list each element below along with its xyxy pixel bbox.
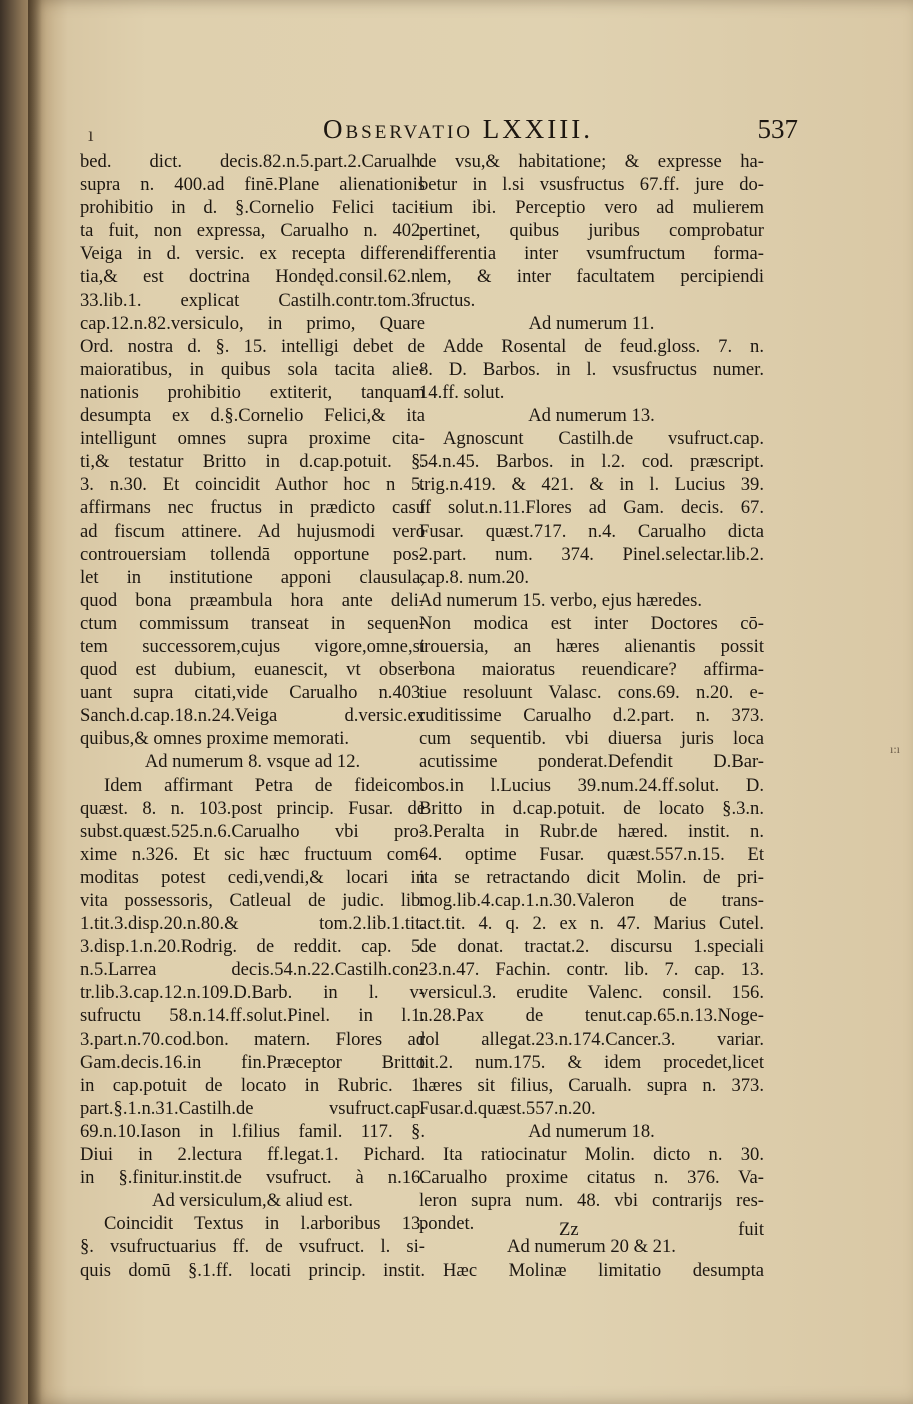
text-line: Non modica est inter Doctores cō-: [419, 612, 764, 634]
text-line: Ord. nostra d. §. 15. intelligi debet de: [80, 335, 425, 357]
text-line: bos.in l.Lucius 39.num.24.ff.solut. D.: [419, 774, 764, 796]
text-line: acutissime ponderat.Defendit D.Bar-: [419, 751, 764, 773]
page-header: [88, 110, 798, 150]
text-line: in §.finitur.instit.de vsufruct. à n.16.: [80, 1167, 425, 1189]
text-line: Sanch.d.cap.18.n.24.Veiga d.versic.ex: [80, 705, 425, 727]
text-line: quibus,& omnes proxime memorati.: [80, 728, 350, 750]
text-line: Ad numerum 18.: [528, 1120, 655, 1142]
text-line: Hæc Molinæ limitatio desumpta: [443, 1259, 764, 1281]
text-line: nationis prohibitio extiterit, tanquam: [80, 381, 425, 403]
text-line: part.§.1.n.31.Castilh.de vsufruct.cap.: [80, 1097, 425, 1119]
margin-mark: ı:ı: [890, 742, 901, 756]
text-line: cap.8. num.20.: [419, 566, 529, 588]
right-column: [419, 150, 764, 1282]
text-line: 3. n.30. Et coincidit Author hoc n 5.: [80, 474, 425, 496]
text-line: Fusar. quæst.717. n.4. Carualho dicta: [419, 520, 764, 542]
text-line: Agnoscunt Castilh.de vsufruct.cap.: [443, 428, 764, 450]
text-line: 69.n.10.Iason in l.filius famil. 117. §.: [80, 1120, 425, 1142]
text-line: pertinet, quibus juribus comprobatur: [419, 220, 764, 242]
text-line: bona maioratus reuendicare? affirma-: [419, 659, 764, 681]
text-line: bed. dict. decis.82.n.5.part.2.Carualh.: [80, 151, 425, 172]
text-line: n.5.Larrea decis.54.n.22.Castilh.con-: [80, 959, 425, 981]
text-line: 8. D. Barbos. in l. vsusfructus numer.: [419, 358, 764, 380]
text-line: ctum commissum transeat in sequen-: [80, 612, 425, 634]
text-line: let in institutione apponi clausula,: [80, 566, 425, 588]
text-line: fructus.: [419, 289, 476, 311]
text-line: cum sequentib. vbi diuersa juris loca: [419, 728, 764, 750]
text-line: rol allegat.23.n.174.Cancer.3. variar.: [419, 1028, 764, 1050]
text-line: tem successorem,cujus vigore,omne,si: [80, 635, 425, 657]
text-line: xime n.326. Et sic hæc fructuum com-: [80, 843, 425, 865]
text-line: ti,& testatur Britto in d.cap.potuit. §.: [80, 451, 425, 473]
text-line: ta fuit, non expressa, Carualho n. 402.: [80, 220, 425, 242]
text-line: betur in l.si vsusfructus 67.ff. jure do-: [419, 174, 764, 196]
text-line: intelligunt omnes supra proxime cita-: [80, 428, 425, 450]
text-line: cap.12.n.82.versiculo, in primo, Quare: [80, 312, 425, 334]
text-line: n.28.Pax de tenut.cap.65.n.13.Noge-: [419, 1005, 764, 1027]
spine-shadow: [28, 0, 42, 1404]
text-line: maioratibus, in quibus sola tacita alie-: [80, 358, 425, 380]
text-line: Diui in 2.lectura ff.legat.1. Pichard.: [80, 1144, 425, 1166]
text-line: versicul.3. erudite Valenc. consil. 156.: [419, 982, 764, 1004]
page-number: 537: [757, 114, 798, 144]
text-line: Ad versiculum,& aliud est.: [152, 1190, 353, 1212]
text-line: 3.disp.1.n.20.Rodrig. de reddit. cap. 5.: [80, 936, 425, 958]
text-line: tia,& est doctrina Hondęd.consil.62.n.: [80, 266, 425, 288]
text-line: Ad numerum 20 & 21.: [507, 1236, 676, 1258]
text-line: Adde Rosental de feud.gloss. 7. n.: [443, 335, 764, 357]
text-line: Idem affirmant Petra de fideicom.: [104, 774, 425, 796]
text-line: in cap.potuit de locato in Rubric. 1.: [80, 1074, 425, 1096]
text-line: uant supra citati,vide Carualho n.403.: [80, 682, 425, 704]
text-line: ruditissime Carualho d.2.part. n. 373.: [419, 705, 764, 727]
text-line: 33.lib.1. explicat Castilh.contr.tom.3.: [80, 289, 425, 311]
text-line: Ad numerum 8. vsque ad 12.: [144, 751, 361, 773]
text-line: differentia inter vsumfructum forma-: [419, 243, 764, 265]
text-line: quæst. 8. n. 103.post princip. Fusar. de: [80, 797, 425, 819]
text-line: ita se retractando dicit Molin. de pri-: [419, 866, 764, 888]
text-line: desumpta ex d.§.Cornelio Felici,& ita: [80, 405, 425, 427]
catchword: fuit: [738, 1219, 764, 1240]
text-line: Carualho proxime citatus n. 376. Va-: [419, 1167, 764, 1189]
book-page: [28, 0, 913, 1404]
text-line: de donat. tractat.2. discursu 1.speciali: [419, 936, 764, 958]
signature-mark: Zz: [559, 1219, 579, 1240]
text-line: quis domū §.1.ff. locati princip. instit.: [80, 1259, 425, 1281]
text-line: ff solut.n.11.Flores ad Gam. decis. 67.: [419, 497, 764, 519]
text-line: trig.n.419. & 421. & in l. Lucius 39.: [419, 474, 764, 496]
running-title: Observatio LXXIII.: [322, 114, 593, 144]
text-line: tiue resoluunt Valasc. cons.69. n.20. e-: [419, 682, 764, 704]
text-line: Gam.decis.16.in fin.Præceptor Britto: [80, 1051, 425, 1073]
text-line: affirmans nec fructus in prædicto casu: [80, 497, 425, 519]
text-line: pondet.: [419, 1213, 475, 1235]
text-line: 2.part. num. 374. Pinel.selectar.lib.2.: [419, 543, 764, 565]
text-line: §. vsufructuarius ff. de vsufruct. l. si-: [80, 1236, 425, 1258]
text-line: 1.tit.3.disp.20.n.80.& tom.2.lib.1.tit.: [80, 913, 425, 935]
text-line: Ad numerum 15. verbo, ejus hæredes.: [419, 589, 702, 611]
text-line: 3.part.n.70.cod.bon. matern. Flores ad: [80, 1028, 425, 1050]
text-line: Coincidit Textus in l.arboribus 13.: [104, 1213, 425, 1235]
text-line: 54.n.45. Barbos. in l.2. cod. præscript.: [419, 451, 764, 473]
text-line: act.tit. 4. q. 2. ex n. 47. Marius Cutel.: [419, 913, 764, 935]
text-line: Ad numerum 11.: [528, 312, 655, 334]
text-line: supra n. 400.ad finē.Plane alienationis: [80, 174, 425, 196]
text-line: Ad numerum 13.: [528, 405, 655, 427]
text-line: controuersiam tollendā opportune pos-: [80, 543, 425, 565]
text-line: quod bona præambula hora ante deli-: [80, 589, 425, 611]
text-line: leron supra num. 48. vbi contrarijs res-: [419, 1190, 764, 1212]
text-line: sufructu 58.n.14.ff.solut.Pinel. in l.1.: [80, 1005, 425, 1027]
text-line: 3.Peralta in Rubr.de hæred. instit. n.: [419, 820, 764, 842]
header-mark: ı: [88, 124, 94, 146]
text-line: tium ibi. Perceptio vero ad mulierem: [419, 197, 764, 219]
text-line: tit.2. num.175. & idem procedet,licet: [419, 1051, 764, 1073]
text-line: hæres sit filius, Carualh. supra n. 373.: [419, 1074, 764, 1096]
text-line: 23.n.47. Fachin. contr. lib. 7. cap. 13.: [419, 959, 764, 981]
text-line: Ita ratiocinatur Molin. dicto n. 30.: [443, 1144, 764, 1166]
text-line: 14.ff. solut.: [419, 381, 505, 403]
text-line: quod est dubium, euanescit, vt obser-: [80, 659, 425, 681]
text-line: vita possessoris, Catleual de judic. lib.: [80, 890, 425, 911]
page-footer: [419, 1219, 764, 1243]
text-line: mog.lib.4.cap.1.n.30.Valeron de trans-: [419, 890, 764, 911]
text-line: ad fiscum attinere. Ad hujusmodi vero: [80, 520, 425, 542]
text-line: prohibitio in d. §.Cornelio Felici taci-: [80, 197, 425, 219]
text-line: moditas potest cedi,vendi,& locari in: [80, 866, 425, 888]
text-line: subst.quæst.525.n.6.Carualho vbi pro-: [80, 820, 425, 842]
text-line: lem, & inter facultatem percipiendi: [419, 266, 764, 288]
text-line: Fusar.d.quæst.557.n.20.: [419, 1097, 596, 1119]
text-line: 64. optime Fusar. quæst.557.n.15. Et: [419, 843, 764, 865]
text-line: Veiga in d. versic. ex recepta differen-: [80, 243, 425, 265]
text-line: Britto in d.cap.potuit. de locato §.3.n.: [419, 797, 764, 819]
left-column: [80, 150, 425, 1282]
text-line: de vsu,& habitatione; & expresse ha-: [419, 151, 764, 172]
text-line: trouersia, an hæres alienantis possit: [419, 635, 764, 657]
text-line: tr.lib.3.cap.12.n.109.D.Barb. in l. v-: [80, 982, 425, 1004]
